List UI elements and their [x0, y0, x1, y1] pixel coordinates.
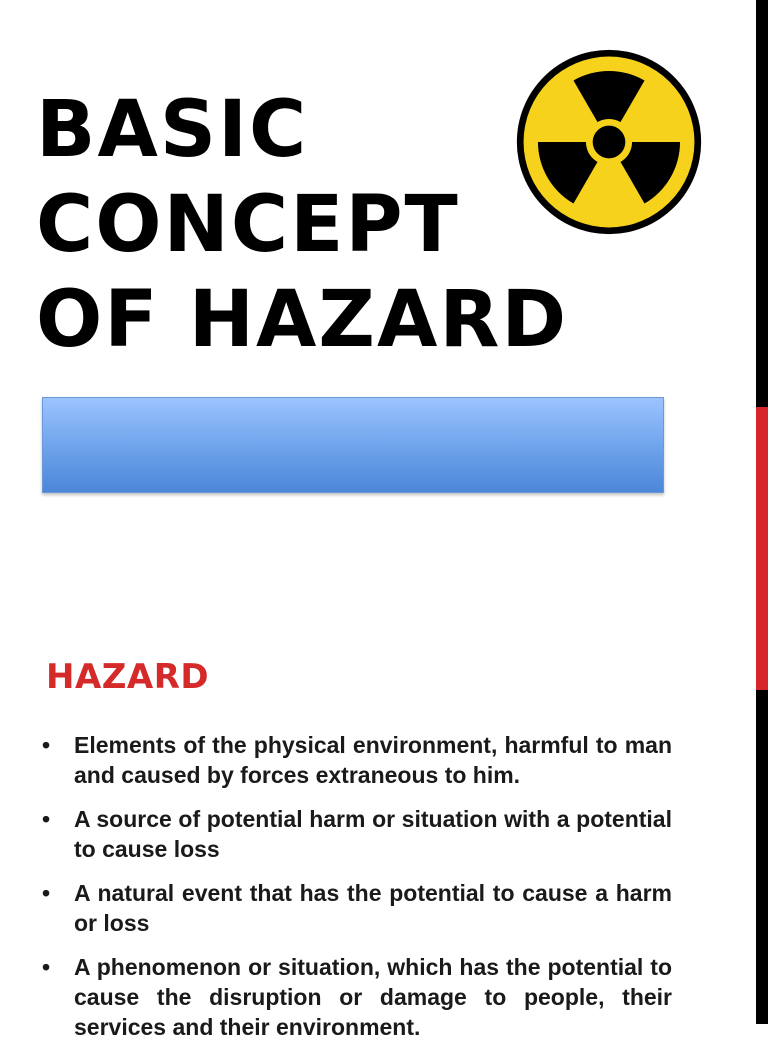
list-item-text: A natural event that has the potential to cause a harm or loss — [74, 880, 672, 936]
bullet-marker: • — [42, 732, 51, 758]
list-item — [42, 804, 672, 864]
section-heading: HAZARD — [46, 657, 210, 697]
edge-bar-black-bottom — [756, 690, 768, 1024]
list-item-text: A source of potential harm or situation with a potential to cause loss — [74, 806, 672, 862]
title-line-1: BASIC — [36, 85, 309, 175]
bullet-marker: • — [42, 954, 51, 980]
bullet-list — [42, 730, 672, 1056]
title-line-2: CONCEPT — [36, 180, 460, 270]
list-item — [42, 952, 672, 1042]
list-item-text: Elements of the physical environment, harmful to man and caused by forces extraneous to him. — [74, 732, 672, 788]
page-title — [36, 83, 568, 368]
list-item-text: A phenomenon or situation, which has the potential to cause the disruption or damage to people, their services and their environment. — [74, 954, 672, 1040]
edge-bar-red — [756, 407, 768, 690]
bullet-marker: • — [42, 880, 51, 906]
radiation-icon — [513, 46, 705, 238]
blue-banner-box — [42, 397, 664, 493]
edge-bar-black-top — [756, 0, 768, 407]
title-line-3: OF HAZARD — [36, 275, 569, 365]
list-item — [42, 730, 672, 790]
list-item — [42, 878, 672, 938]
bullet-marker: • — [42, 806, 51, 832]
